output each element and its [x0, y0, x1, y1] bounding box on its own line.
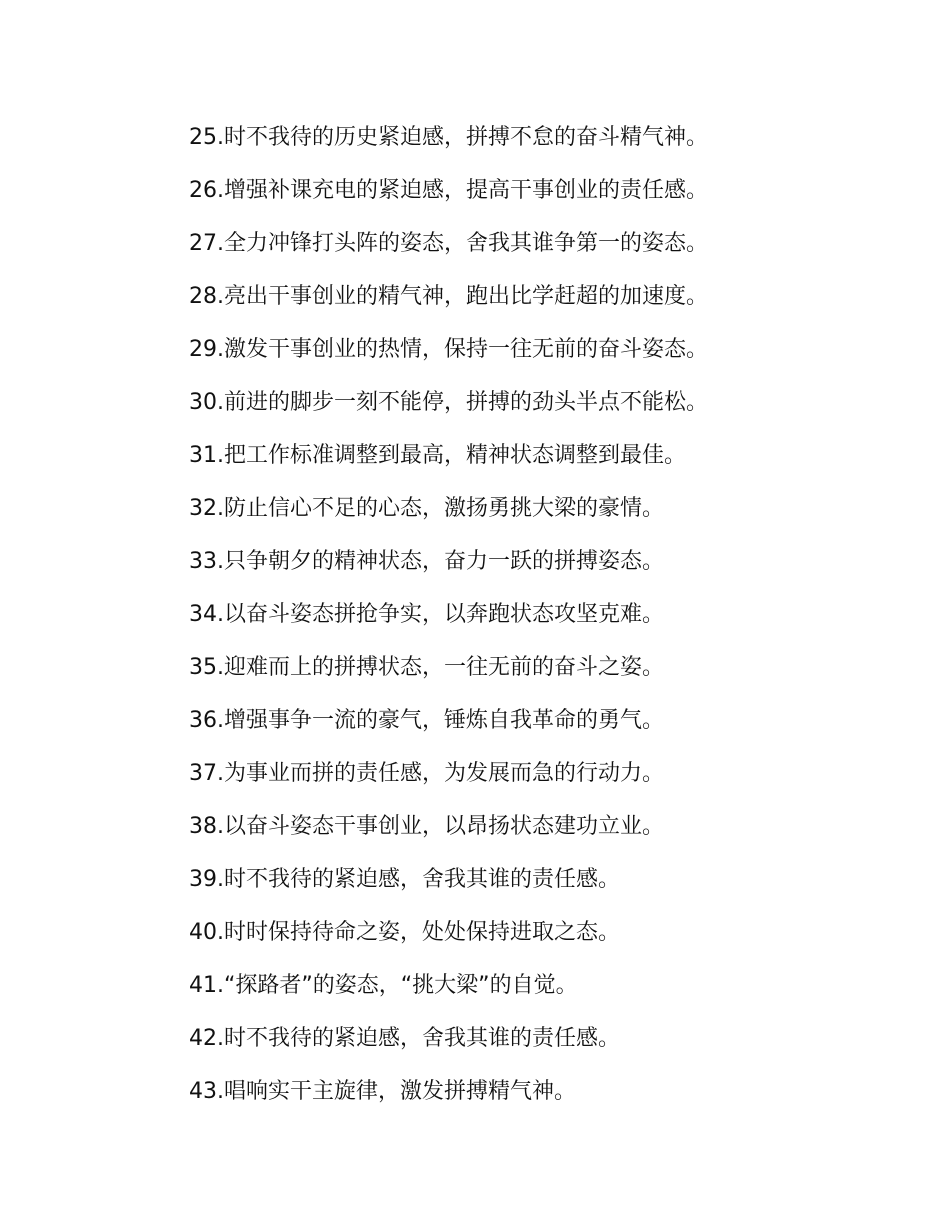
list-item: 41.“探路者”的姿态，“挑大梁”的自觉。	[189, 973, 578, 998]
list-item: 43.唱响实干主旋律，激发拼搏精气神。	[189, 1079, 576, 1104]
slogan-list	[189, 118, 708, 1125]
list-item: 42.时不我待的紧迫感，舍我其谁的责任感。	[189, 1026, 620, 1051]
list-item: 31.把工作标准调整到最高，精神状态调整到最佳。	[189, 443, 686, 468]
list-item: 40.时时保持待命之姿，处处保持进取之态。	[189, 920, 620, 945]
list-item: 36.增强事争一流的豪气，锤炼自我革命的勇气。	[189, 708, 664, 733]
list-item: 29.激发干事创业的热情，保持一往无前的奋斗姿态。	[189, 337, 708, 362]
list-item: 28.亮出干事创业的精气神，跑出比学赶超的加速度。	[189, 284, 708, 309]
list-item: 33.只争朝夕的精神状态，奋力一跃的拼搏姿态。	[189, 549, 664, 574]
list-item: 26.增强补课充电的紧迫感，提高干事创业的责任感。	[189, 178, 708, 203]
list-item: 38.以奋斗姿态干事创业，以昂扬状态建功立业。	[189, 814, 664, 839]
list-item: 25.时不我待的历史紧迫感，拼搏不怠的奋斗精气神。	[189, 125, 708, 150]
list-item: 39.时不我待的紧迫感，舍我其谁的责任感。	[189, 867, 620, 892]
list-item: 27.全力冲锋打头阵的姿态，舍我其谁争第一的姿态。	[189, 231, 708, 256]
list-item: 34.以奋斗姿态拼抢争实，以奔跑状态攻坚克难。	[189, 602, 664, 627]
list-item: 32.防止信心不足的心态，激扬勇挑大梁的豪情。	[189, 496, 664, 521]
list-item: 30.前进的脚步一刻不能停，拼搏的劲头半点不能松。	[189, 390, 708, 415]
list-item: 35.迎难而上的拼搏状态，一往无前的奋斗之姿。	[189, 655, 664, 680]
list-item: 37.为事业而拼的责任感，为发展而急的行动力。	[189, 761, 664, 786]
